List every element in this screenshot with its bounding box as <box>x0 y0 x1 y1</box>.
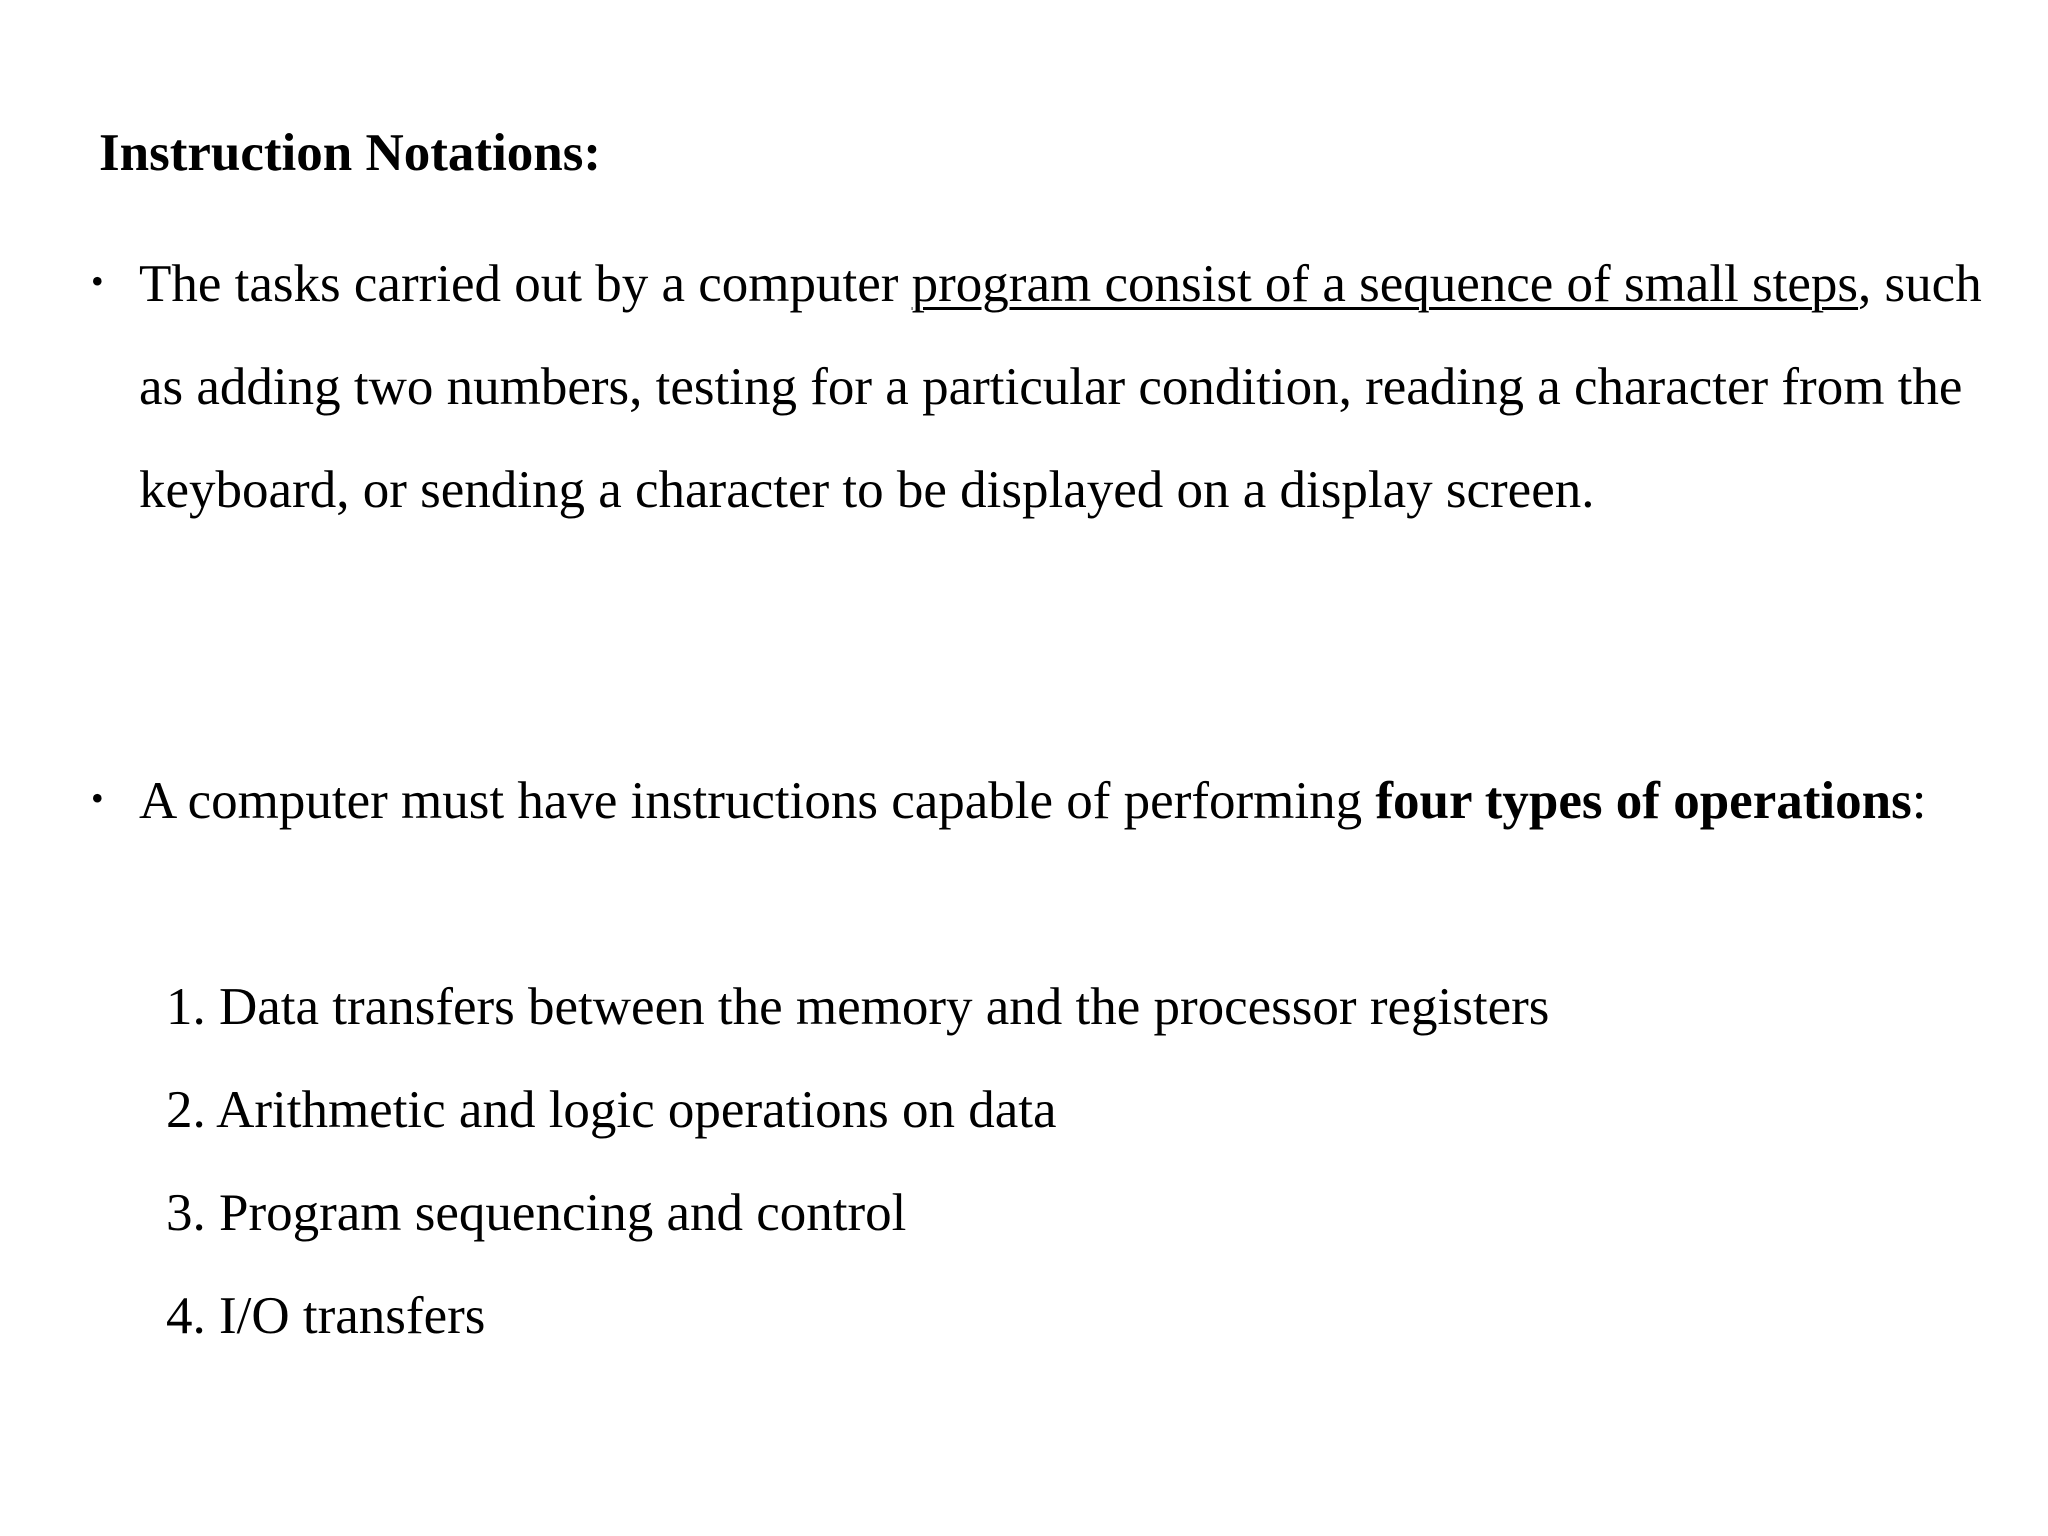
bullet-item-operation-types <box>91 750 2029 853</box>
bullet-text: A computer must have instructions capable of performing <box>139 772 1376 830</box>
bullet-marker: • <box>91 778 104 818</box>
list-item <box>166 1059 1549 1162</box>
slide-title: Instruction Notations: <box>99 124 602 182</box>
bullet-item-program-steps <box>91 233 2029 542</box>
list-text: Data transfers between the memory and the processor registers <box>219 978 1550 1036</box>
list-number: 3. <box>166 1184 206 1242</box>
operations-list <box>166 956 1549 1368</box>
bullet-text: The tasks carried out by a computer <box>139 255 912 313</box>
list-number: 1. <box>166 978 206 1036</box>
bullet-text-continued: , such as adding two numbers, testing for a particular condition, reading a character from the keyboard, or sending a character to be displayed on a display screen. <box>139 255 1982 519</box>
list-text: Arithmetic and logic operations on data <box>216 1081 1057 1139</box>
list-number: 4. <box>166 1287 206 1345</box>
list-text: I/O transfers <box>219 1287 486 1345</box>
list-number: 2. <box>166 1081 206 1139</box>
bullet-text-continued: : <box>1911 772 1927 830</box>
underlined-phrase: program consist of a sequence of small steps <box>911 255 1859 313</box>
list-item <box>166 956 1549 1059</box>
bold-phrase: four types of operations <box>1375 772 1912 830</box>
list-text: Program sequencing and control <box>219 1184 907 1242</box>
list-item <box>166 1162 1549 1265</box>
list-item <box>166 1265 1549 1368</box>
bullet-marker: • <box>91 261 104 301</box>
